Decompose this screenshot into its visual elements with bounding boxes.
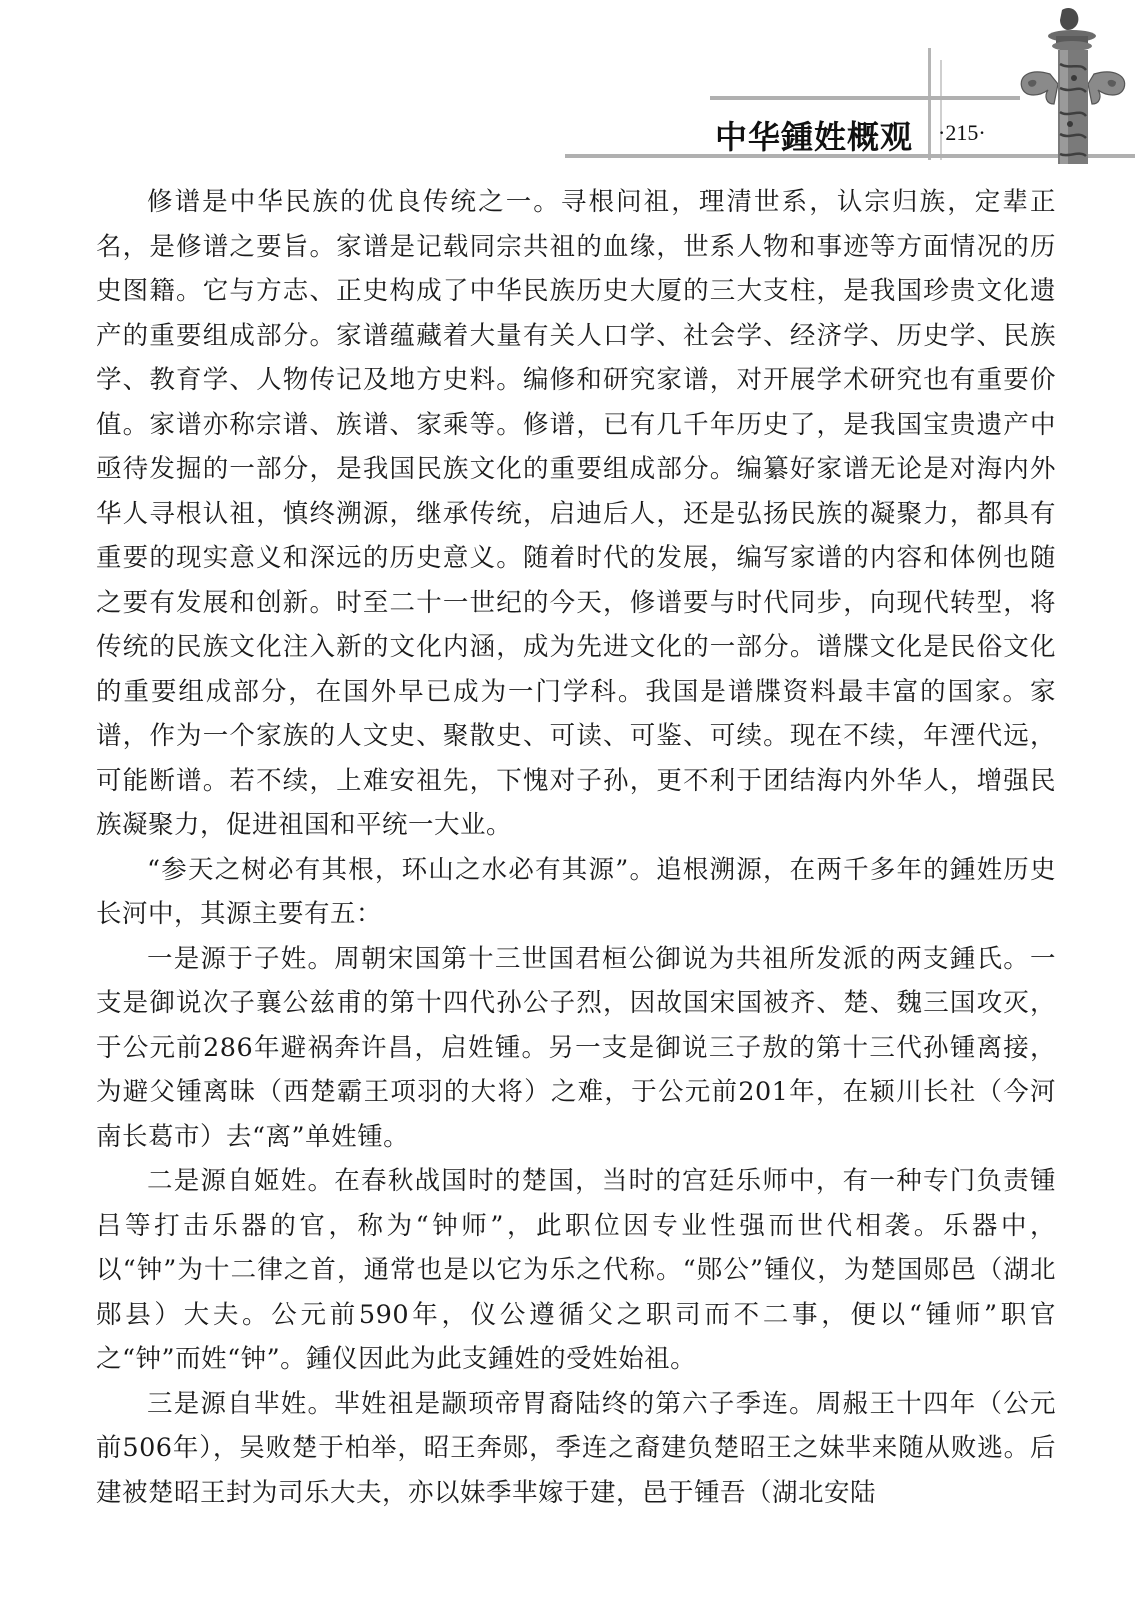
- paragraph-origins-lead: “参天之树必有其根，环山之水必有其源”。追根溯源，在两千多年的鍾姓历史长河中，其源主要有五：: [96, 854, 1056, 929]
- paragraph-intro: 修谱是中华民族的优良传统之一。寻根问祖，理清世系，认宗归族，定辈正名，是修谱之要旨。家谱是记载同宗共祖的血缘，世系人物和事迹等方面情况的历史图籍。它与方志、正史构成了中华民族历史大厦的三大支柱，是我国珍贵文化遗产的重要组成部分。家谱蕴藏着大量有关人口学、社会学、经济学、历史学、民族学、教育学、人物传记及地方史料。编修和研究家谱，对开展学术研究也有重要价值。家谱亦称宗谱、族谱、家乘等。修谱，已有几千年历史了，是我国宝贵遗产中亟待发掘的一部分，是我国民族文化的重要组成部分。编纂好家谱无论是对海内外华人寻根认祖，慎终溯源，继承传统，启迪后人，还是弘扬民族的凝聚力，都具有重要的现实意义和深远的历史意义。随着时代的发展，编写家谱的内容和体例也随之要有发展和创新。时至二十一世纪的今天，修谱要与时代同步，向现代转型，将传统的民族文化注入新的文化内涵，成为先进文化的一部分。谱牒文化是民俗文化的重要组成部分，在国外早已成为一门学科。我国是谱牒资料最丰富的国家。家谱，作为一个家族的人文史、聚散史、可读、可鉴、可续。现在不续，年湮代远，可能断谱。若不续，上难安祖先，下愧对子孙，更不利于团结海内外华人，增强民族凝聚力，促进祖国和平统一大业。: [96, 187, 1056, 840]
- running-title: 中华鍾姓概观: [715, 118, 914, 156]
- paragraph-origin-two: 二是源自姬姓。在春秋战国时的楚国，当时的宫廷乐师中，有一种专门负责锺吕等打击乐器的官，称为“钟师”，此职位因专业性强而世代相袭。乐器中，以“钟”为十二律之首，通常也是以它为乐之代称。“郧公”锺仪，为楚国郧邑（湖北郧县）大夫。公元前590年，仪公遵循父之职司而不二事，便以“锺师”职官之“钟”而姓“钟”。鍾仪因此为此支鍾姓的受姓始祖。: [96, 1166, 1056, 1374]
- header-vertical-rule: [928, 48, 931, 160]
- paragraph-origin-one: 一是源于子姓。周朝宋国第十三世国君桓公御说为共祖所发派的两支鍾氏。一支是御说次子襄公兹甫的第十四代孙公子烈，因故国宋国被齐、楚、魏三国攻灭，于公元前286年避祸奔许昌，启姓锺。另一支是御说三子敖的第十三代孙锺离接，为避父锺离昧（西楚霸王项羽的大将）之难，于公元前201年，在颍川长社（今河南长葛市）去“离”单姓锺。: [96, 943, 1056, 1152]
- page-header: [0, 0, 1135, 170]
- huabiao-pillar-icon: [1010, 4, 1135, 164]
- paragraph-origin-three: 三是源自芈姓。芈姓祖是颛顼帝胃裔陆终的第六子季连。周赧王十四年（公元前506年），吴败楚于柏举，昭王奔郧，季连之裔建负楚昭王之妹芈来随从败逃。后建被楚昭王封为司乐大夫，亦以妹季芈嫁于建，邑于锺吾（湖北安陆: [96, 1388, 1056, 1508]
- page-number: ·215·: [938, 120, 986, 145]
- header-top-rule: [710, 96, 1020, 100]
- article-body: [96, 180, 1056, 1515]
